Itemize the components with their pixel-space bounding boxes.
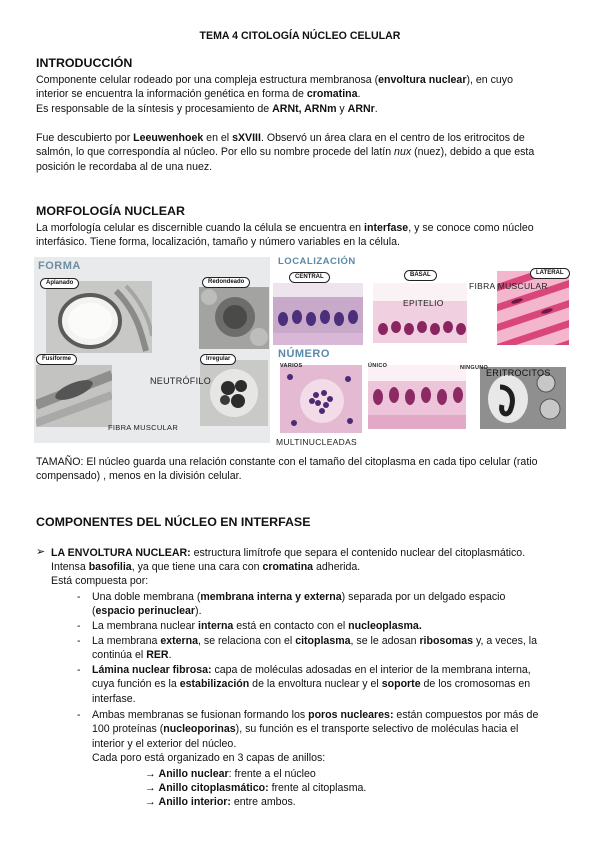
fibra-muscular-caption-2: FIBRA MUSCULAR xyxy=(469,281,548,291)
nuclear-morphology-figure xyxy=(34,253,569,448)
localizacion-tag: LOCALIZACIÓN xyxy=(278,256,356,267)
ring-item-interior: → Anillo interior: entre ambos. xyxy=(145,796,296,808)
unico-micrograph xyxy=(368,365,466,429)
morfologia-heading: MORFOLOGÍA NUCLEAR xyxy=(36,204,185,218)
eritrocitos-caption: ERITROCITOS xyxy=(486,368,551,378)
fusiforme-micrograph xyxy=(36,365,112,427)
document-page: TEMA 4 CITOLOGÍA NÚCLEO CELULAR INTRODUCCIÓN Componente celular rodeado por una compleja estructura membranosa (envoltura nuclear), en cuyo interior se encuentra la información genética en forma de cromatina. Es responsable de la síntesis y procesamiento de ARNt, ARNm y ARNr. Fue descubierto por Leeuwenhoek en el sXVIII. Observó un área clara en el centro de los eritrocitos de salmón, lo que correspondía al núcleo. Por ello su nombre procede del latín nux (nuez), debido a que esta posición le recordaba al de una nuez. MORFOLOGÍA NUCLEAR La morfología celular es discernible cuando la célula se encuentra en interfase, y se conoce como núcleo interfásico. Tiene forma, localización, tamaño y número variables en la célula. FORMA LOCALIZACIÓN NÚMERO Aplanado Redondeado Fusiforme Irregular CENTRAL BASAL LATERAL VARIOS ÚNICO NINGUNO NEUTRÓFILO FIBRA MUSCULAR FIBRA MUSCULAR EPITELIO ERITROCITOS MULTINUCLEADAS TAMAÑO: El núcleo guarda una relación constante con el tamaño del citoplasma en cada tipo celular (ratio compensado) , menos en la división celular. COMPONENTES DEL NÚCLEO EN INTERFASE ➢ LA ENVOLTURA NUCLEAR: estructura limítrofe que separa el contenido nuclear del citoplasmático. Intensa basofilia, ya que tiene una cara con cromatina adherida. Está compuesta por: - Una doble membrana (membrana interna y externa) separada por un delgado espacio (espacio perinuclear). - La membrana nuclear interna está en contacto con el nucleoplasma. - La membrana externa, se relaciona con el citoplasma, se le adosan ribosomas y, a veces, la continúa el RER. - Lámina nuclear fibrosa: capa de moléculas adosadas en el interior de la membrana interna, cuya función es la estabilización de la envoltura nuclear y el soporte de los cromosomas en interfase. - Ambas membranas se fusionan formando los poros nucleares: están compuestos por más de 100 proteínas (nucleoporinas), su función es el transporte selectivo de moléculas hacia el interior y el exterior del núcleo. Cada poro está organizado en 3 capas de anillos: → Anillo nuclear: frente a el núcleo → Anillo citoplasmático: frente al citoplasma. → Anillo interior: entre ambos. xyxy=(0,0,600,848)
unico-label: ÚNICO xyxy=(368,363,388,369)
aplanado-micrograph xyxy=(46,281,152,353)
bullet-arrow-icon: ➢ xyxy=(36,546,46,558)
central-label: CENTRAL xyxy=(289,272,330,283)
forma-tag: FORMA xyxy=(38,260,81,272)
multinucleadas-caption: MULTINUCLEADAS xyxy=(276,437,358,447)
varios-label: VARIOS xyxy=(280,363,303,369)
basal-micrograph xyxy=(373,283,467,343)
fibra-muscular-caption-1: FIBRA MUSCULAR xyxy=(108,423,179,432)
ninguno-label: NINGUNO xyxy=(460,365,489,371)
envoltura-line-3: Está compuesta por: xyxy=(51,575,149,587)
basal-label: BASAL xyxy=(404,270,437,281)
componentes-heading: COMPONENTES DEL NÚCLEO EN INTERFASE xyxy=(36,515,311,529)
envoltura-line-1: LA ENVOLTURA NUCLEAR: estructura limítrofe que separa el contenido nuclear del citoplasmático. xyxy=(51,547,526,559)
morfologia-paragraph: La morfología celular es discernible cuando la célula se encuentra en interfase, y se conoce como núcleo interfásico. Tiene forma, localización, tamaño y número variables en la célula. xyxy=(36,222,534,249)
lateral-label: LATERAL xyxy=(530,268,570,279)
fusiforme-label: Fusiforme xyxy=(36,354,77,365)
redondeado-micrograph xyxy=(199,287,269,349)
redondeado-label: Redondeado xyxy=(202,277,250,288)
central-micrograph xyxy=(273,283,363,345)
aplanado-label: Aplanado xyxy=(40,278,79,289)
document-title: TEMA 4 CITOLOGÍA NÚCLEO CELULAR xyxy=(199,30,401,42)
intro-heading: INTRODUCCIÓN xyxy=(36,56,133,70)
ring-item-citoplasmatico: → Anillo citoplasmático: frente al citoplasma. xyxy=(145,782,367,794)
neutrofilo-caption: NEUTRÓFILO xyxy=(150,376,212,386)
intro-paragraph-2: Fue descubierto por Leeuwenhoek en el sXVIII. Observó un área clara en el centro de los eritrocitos de salmón, lo que correspondía al núcleo. Por ello su nombre procede del latín nux (nuez), debido a que esta posición le recordaba al de una nuez. xyxy=(36,132,535,173)
numero-tag: NÚMERO xyxy=(278,348,330,360)
varios-micrograph xyxy=(280,365,362,433)
irregular-micrograph xyxy=(200,360,268,426)
epitelio-caption: EPITELIO xyxy=(403,298,444,308)
ring-item-nuclear: → Anillo nuclear: frente a el núcleo xyxy=(145,768,316,780)
envoltura-line-2: Intensa basofilia, ya que tiene una cara con cromatina adherida. xyxy=(51,561,361,573)
intro-paragraph-1: Componente celular rodeado por una compleja estructura membranosa (envoltura nuclear), en cuyo interior se encuentra la información genética en forma de cromatina. Es responsable de la síntesis y procesamiento de ARNt, ARNm y ARNr. xyxy=(36,74,513,115)
tamano-paragraph: TAMAÑO: El núcleo guarda una relación constante con el tamaño del citoplasma en cada tipo celular (ratio compensado) , menos en la división celular. xyxy=(36,456,538,483)
irregular-label: Irregular xyxy=(200,354,236,365)
